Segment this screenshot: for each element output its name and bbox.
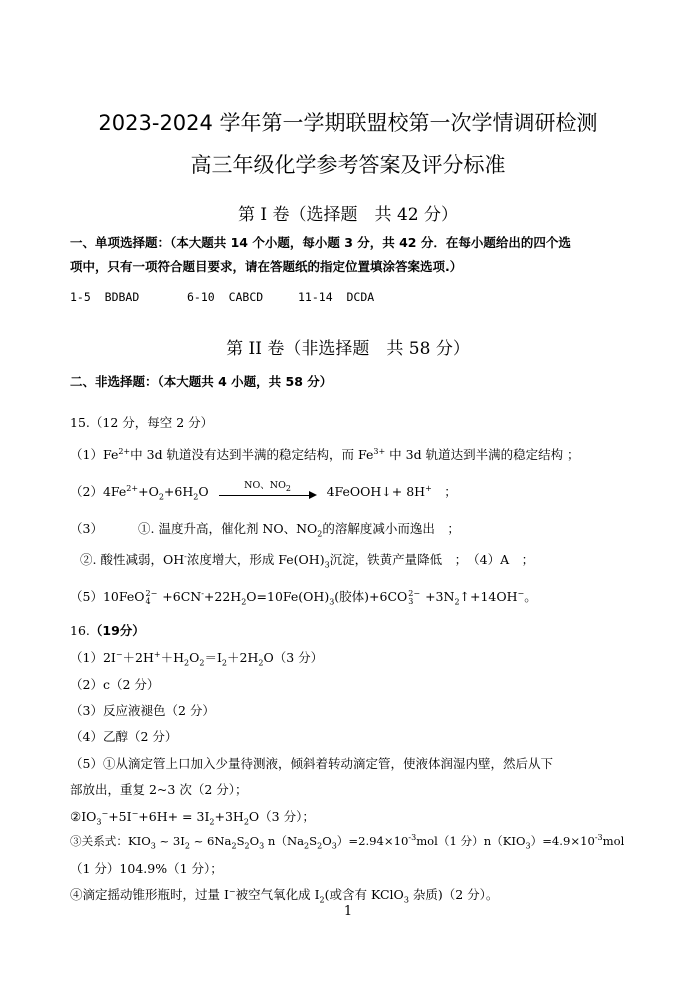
q16-part5-equation: $②IO_3^-+5I^-+6H+ = 3I_2+3H_2O(3$ 分）； — [70, 808, 315, 827]
answer-group-2 — [187, 290, 263, 304]
q16-part5-error-analysis: ④滴定摇动锥形瓶时，过量 I−被空气氧化成 $I_2$(或含有 KClO$_3$ 杂质)（2 分）。 — [70, 886, 499, 905]
q15-part3-answer2: ②. 酸性减弱，OH-浓度增大，形成 $Fe(OH)_3$沉淀，铁黄产量降低 ； （4）A ； — [80, 551, 535, 570]
q15-part5-equation: （5）10FeO2− $4 +6CN^-+22H_2O=10Fe(OH)_3$(胶体)+6CO2− $3 +3N_2↑+14OH^-$。 — [70, 588, 537, 607]
q16-part1-equation: $(1)2I^-+2H^++H_2O_2=I_2+2H_2O(3$ 分） — [70, 649, 324, 668]
q15-part3-answer1: ①. 温度升高，催化剂 NO、$NO_2$的溶解度减小而逸出 ； — [138, 521, 460, 539]
q16-part5-result: （1 分）104.9%（1 分）； — [70, 861, 223, 876]
arrow-right-icon — [309, 491, 317, 499]
q15-part2-equation: $(2)4Fe^{2+}+O_2+6H_2O$ NO、$NO_2$ 4FeOOH↓+ 8H+ ； — [70, 482, 457, 500]
part1-heading: 第 I 卷（选择题 共 42 分） — [238, 205, 458, 225]
q16-part5-calculation: ③关系式：$KIO_3$ ~ $3I_2$ ~ $6Na_2S_2O_3$ $n(Na_2S_2O_3)=2.94\times 10^{-3}mol(1$ 分）$n(KIO_3)=4.9\times 10^{-3}mol$ — [70, 833, 625, 851]
document-title: 2023-2024 学年第一学期联盟校第一次学情调研检测 — [98, 111, 598, 135]
part1-instruction-line2: 项中，只有一项符合题目要求，请在答题纸的指定位置填涂答案选项.） — [70, 259, 463, 274]
q16-part5-line1: （5）①从滴定管上口加入少量待测液，倾斜着转动滴定管，使液体润湿内壁，然后从下 — [70, 756, 553, 771]
q16-part2: （2）c（2 分） — [70, 677, 160, 692]
answer-value: BDBAD — [104, 290, 140, 304]
charge-stack: 2− 3 — [408, 588, 421, 606]
answer-range: 11-14 — [298, 290, 333, 304]
answer-group-1 — [70, 290, 139, 304]
q16-part3: （3）反应液褪色（2 分） — [70, 703, 215, 718]
q15-part1: $(1)Fe^{2+}$中 3d 轨道没有达到半满的稳定结构，而 $Fe^{3+}$ 中 3d 轨道达到半满的稳定结构 ； — [70, 446, 580, 462]
q16-header: 16.（19分） — [70, 623, 145, 638]
answer-range: 6-10 — [187, 290, 215, 304]
answer-value: DCDA — [346, 290, 375, 304]
answer-range: 1-5 — [70, 290, 91, 304]
part2-instruction: 二、非选择题：（本大题共 4 小题，共 58 分） — [70, 374, 333, 389]
catalyst-label: NO、$NO_2$ — [244, 479, 291, 493]
part1-instruction-line1: 一、单项选择题：（本大题共 14 个小题，每小题 3 分，共 42 分．在每小题给出的四个选 — [70, 235, 571, 250]
charge-stack: 2− 4 — [145, 588, 158, 606]
q16-part5-line2: 部放出，重复 2~3 次（2 分）； — [70, 782, 248, 797]
answer-group-3 — [298, 290, 374, 304]
reaction-arrow — [219, 479, 317, 500]
q15-header: 15.（12 分，每空 2 分） — [70, 415, 214, 430]
part2-heading: 第 II 卷（非选择题 共 58 分） — [226, 339, 470, 359]
q15-part3-label: （3） — [70, 521, 103, 536]
page-number: 1 — [343, 904, 353, 919]
answer-value: CABCD — [228, 290, 264, 304]
document-subtitle: 高三年级化学参考答案及评分标准 — [190, 153, 506, 177]
q16-part4: （4）乙醇（2 分） — [70, 729, 178, 744]
